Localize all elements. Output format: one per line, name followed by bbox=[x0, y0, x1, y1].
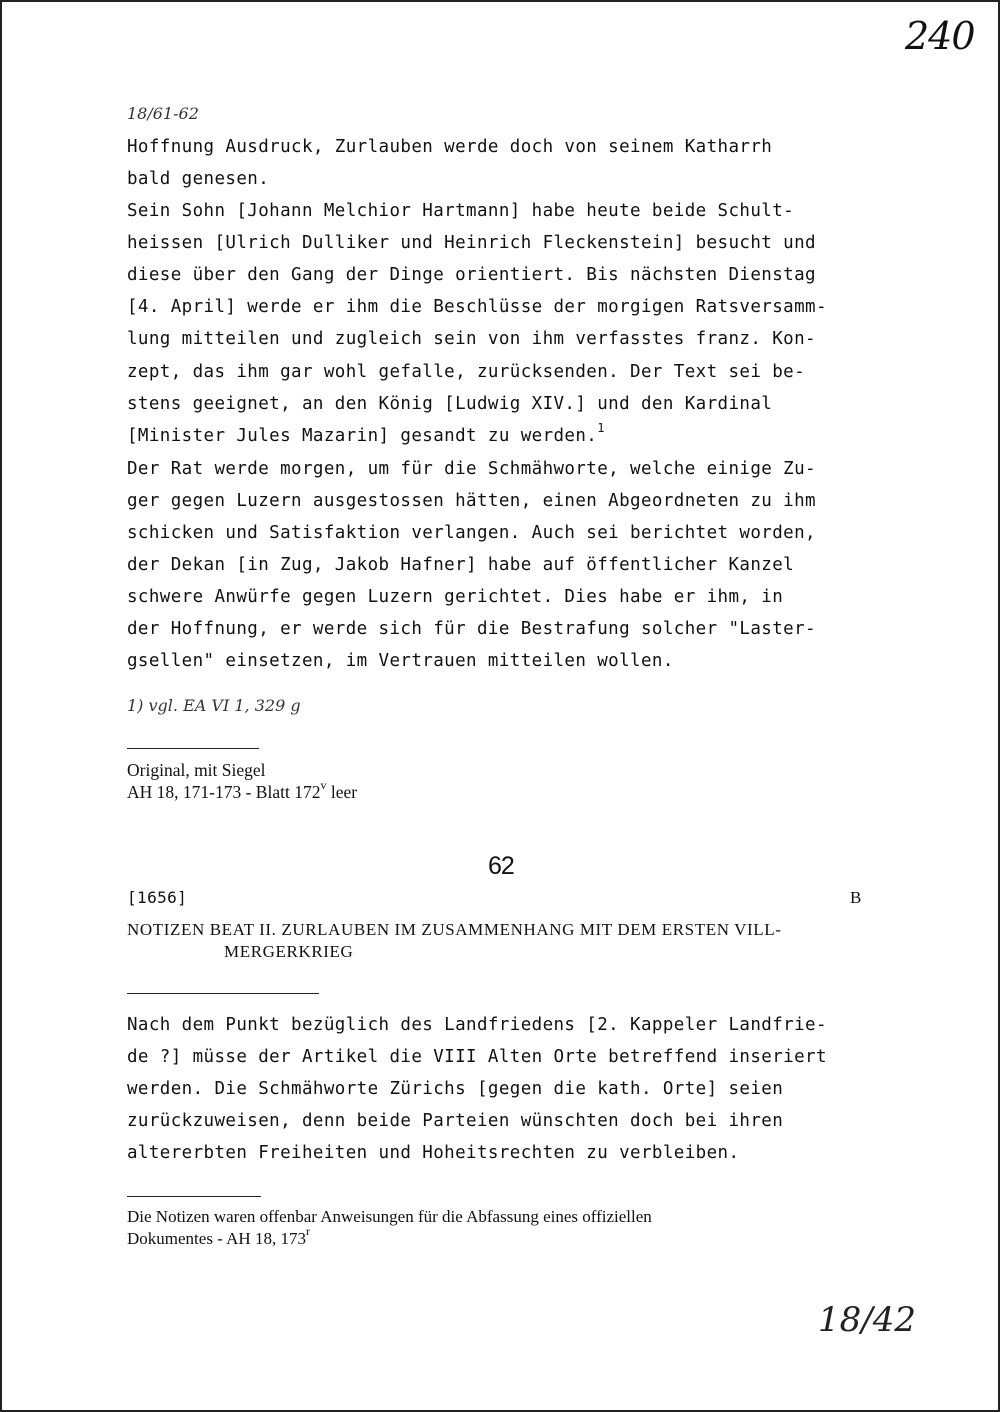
handwritten-page-number: 240 bbox=[905, 14, 975, 58]
body-line: [Minister Jules Mazarin] gesandt zu werden. bbox=[127, 426, 598, 446]
source-original: Original, mit Siegel bbox=[127, 760, 266, 780]
body-line: diese über den Gang der Dinge orientiert. Bis nächsten Dienstag bbox=[127, 265, 816, 285]
body-line: schicken und Satisfaktion verlangen. Auch sei berichtet worden, bbox=[127, 523, 816, 543]
body-line: schwere Anwürfe gegen Luzern gerichtet. Dies habe er ihm, in bbox=[127, 587, 784, 607]
body2-line: zurückzuweisen, denn beide Parteien wünschten doch bei ihren bbox=[127, 1111, 784, 1131]
source-archive-end: leer bbox=[326, 782, 358, 802]
editorial-note-line2 bbox=[127, 1224, 310, 1249]
document-number: 62 bbox=[488, 852, 514, 880]
body-line: stens geeignet, an den König [Ludwig XIV.] und den Kardinal bbox=[127, 394, 773, 414]
footnote-marker: 1 bbox=[597, 421, 605, 435]
body-line: Hoffnung Ausdruck, Zurlauben werde doch von seinem Katharrh bbox=[127, 137, 773, 157]
document-title-line2: MERGERKRIEG bbox=[224, 942, 354, 961]
body2-line: altererbten Freiheiten und Hoheitsrechten zu verbleiben. bbox=[127, 1143, 740, 1163]
separator-rule bbox=[127, 748, 259, 749]
source-archive-ref bbox=[127, 778, 358, 803]
body-line: gsellen" einsetzen, im Vertrauen mitteilen wollen. bbox=[127, 651, 674, 671]
document-date: [1656] bbox=[127, 888, 188, 907]
body-line: der Hoffnung, er werde sich für die Bestrafung solcher "Laster- bbox=[127, 619, 816, 639]
body-line: lung mitteilen und zugleich sein von ihm verfasstes franz. Kon- bbox=[127, 329, 816, 349]
source-archive-text: AH 18, 171-173 - Blatt 172 bbox=[127, 782, 321, 802]
body2-line: werden. Die Schmähworte Zürichs [gegen die kath. Orte] seien bbox=[127, 1079, 784, 1099]
body-line: zept, das ihm gar wohl gefalle, zurücksenden. Der Text sei be- bbox=[127, 362, 806, 382]
handwritten-archive-ref: 18/42 bbox=[818, 1300, 916, 1340]
verso-marker: v bbox=[320, 778, 327, 792]
document-title-line1: NOTIZEN BEAT II. ZURLAUBEN IM ZUSAMMENHANG MIT DEM ERSTEN VILL- bbox=[127, 920, 782, 939]
body-line: Der Rat werde morgen, um für die Schmähworte, welche einige Zu- bbox=[127, 459, 816, 479]
body-line: [4. April] werde er ihm die Beschlüsse der morgigen Ratsversamm- bbox=[127, 297, 827, 317]
body-line-with-footnote bbox=[127, 421, 605, 446]
body-line: heissen [Ulrich Dulliker und Heinrich Fleckenstein] besucht und bbox=[127, 233, 816, 253]
footnote: 1) vgl. EA VI 1, 329 g bbox=[127, 696, 301, 715]
editorial-note-text: Dokumentes - AH 18, 173 bbox=[127, 1229, 306, 1248]
reference-number: 18/61-62 bbox=[127, 104, 199, 123]
body2-line: Nach dem Punkt bezüglich des Landfriedens [2. Kappeler Landfrie- bbox=[127, 1015, 827, 1035]
body-line: der Dekan [in Zug, Jakob Hafner] habe auf öffentlicher Kanzel bbox=[127, 555, 795, 575]
body2-line: de ?] müsse der Artikel die VIII Alten Orte betreffend inseriert bbox=[127, 1047, 827, 1067]
document-letter: B bbox=[850, 888, 862, 907]
body-line: Sein Sohn [Johann Melchior Hartmann] habe heute beide Schult- bbox=[127, 201, 795, 221]
body-line: bald genesen. bbox=[127, 169, 270, 189]
separator-rule bbox=[127, 1196, 261, 1197]
recto-marker: r bbox=[305, 1224, 310, 1238]
editorial-note-line1: Die Notizen waren offenbar Anweisungen für die Abfassung eines offiziellen bbox=[127, 1207, 652, 1226]
body-line: ger gegen Luzern ausgestossen hätten, einen Abgeordneten zu ihm bbox=[127, 491, 816, 511]
separator-rule bbox=[127, 993, 319, 994]
